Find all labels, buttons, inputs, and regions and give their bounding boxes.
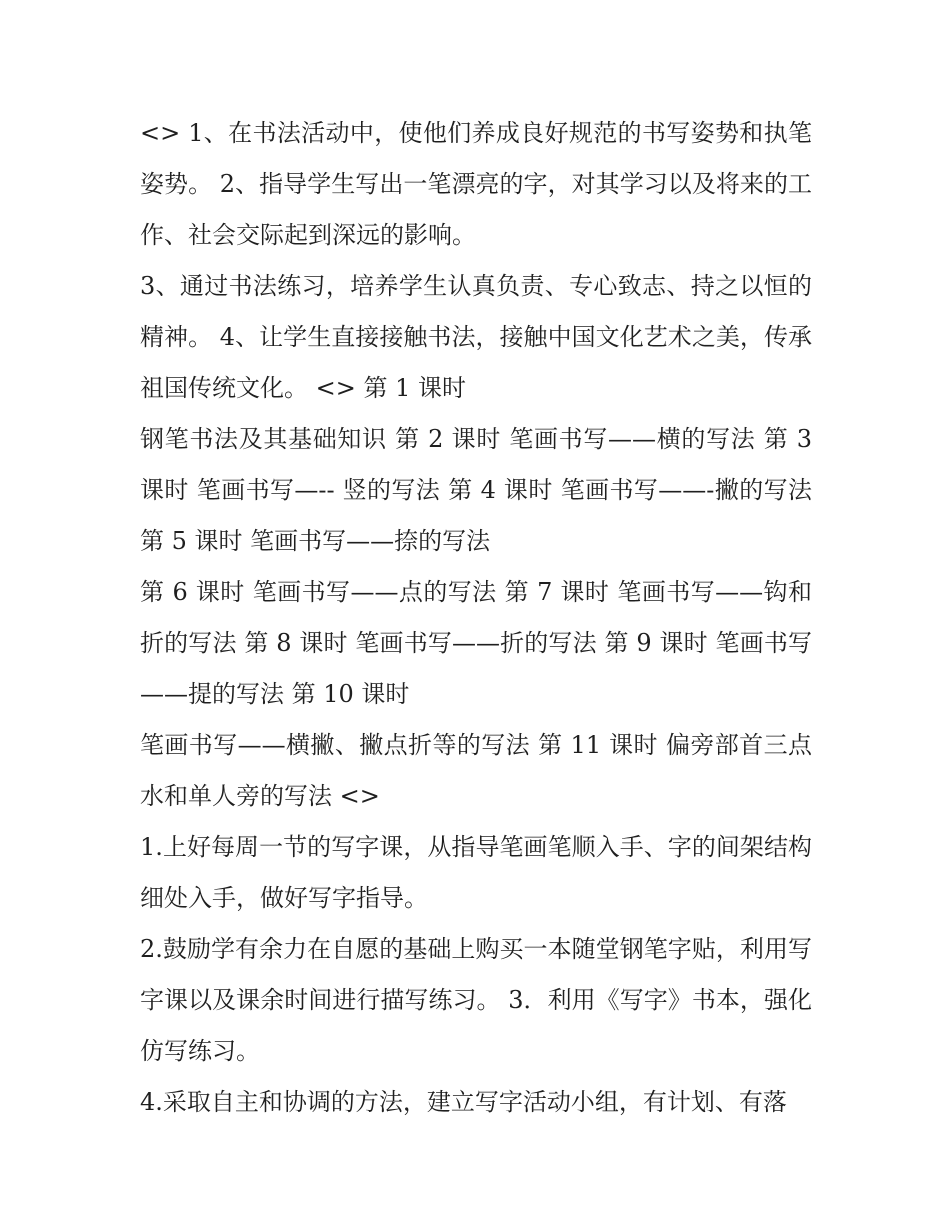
paragraph-lessons-6-10: 第 6 课时 笔画书写——点的写法 第 7 课时 笔画书写——钩和折的写法 第 8 课时 笔画书写——折的写法 第 9 课时 笔画书写——提的写法 第 10 课时	[140, 578, 812, 708]
paragraph-goals-3-4: 3、通过书法练习，培养学生认真负责、专心致志、持之以恒的精神。 4、让学生直接接触书法，接触中国文化艺术之美，传承祖国传统文化。 <> 第 1 课时	[140, 272, 812, 402]
paragraph-lessons-10-11: 笔画书写——横撇、撇点折等的写法 第 11 课时 偏旁部首三点水和单人旁的写法 <>	[140, 731, 812, 810]
paragraph-measure-2-3: 2.鼓励学有余力在自愿的基础上购买一本随堂钢笔字贴，利用写字课以及课余时间进行描写练习。 3．利用《写字》书本，强化仿写练习。	[140, 935, 812, 1065]
paragraph-measure-1: 1.上好每周一节的写字课，从指导笔画笔顺入手、字的间架结构细处入手，做好写字指导。	[140, 833, 812, 912]
document-body	[140, 108, 812, 1128]
paragraph-goals-1-2: <> 1、在书法活动中，使他们养成良好规范的书写姿势和执笔姿势。 2、指导学生写出一笔漂亮的字，对其学习以及将来的工作、社会交际起到深远的影响。	[140, 119, 812, 249]
paragraph-lessons-2-5: 钢笔书法及其基础知识 第 2 课时 笔画书写——横的写法 第 3 课时 笔画书写—-- 竖的写法 第 4 课时 笔画书写——-撇的写法 第 5 课时 笔画书写——捺的写法	[140, 425, 812, 555]
paragraph-measure-4: 4.采取自主和协调的方法，建立写字活动小组，有计划、有落	[140, 1088, 787, 1116]
